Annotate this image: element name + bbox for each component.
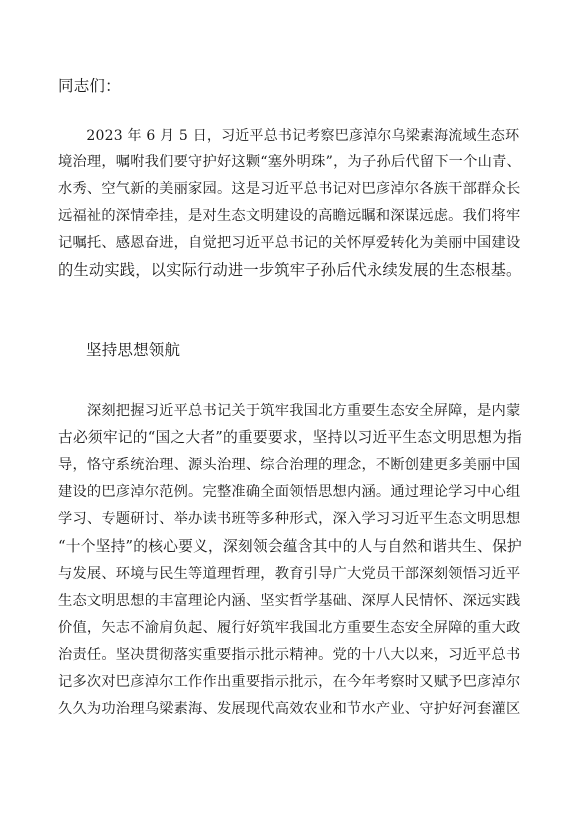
paragraph-2-line: 治责任。坚决贯彻落实重要指示批示精神。党的十八大以来，习近平总书 <box>58 647 521 663</box>
paragraph-1-line: 2023 年 6 月 5 日，习近平总书记考察巴彦淖尔乌梁素海流域生态环 <box>58 128 520 144</box>
salutation: 同志们： <box>58 77 121 95</box>
paragraph-1-line: 境治理，嘱咐我们要守护好这颗“塞外明珠”，为子孙后代留下一个山青、 <box>58 154 521 170</box>
paragraph-1-line: 记嘱托、感恩奋进，自觉把习近平总书记的关怀厚爱转化为美丽中国建设 <box>58 235 521 251</box>
section-heading: 坚持思想领航 <box>86 341 181 359</box>
paragraph-2-line: 记多次对巴彦淖尔工作作出重要指示批示，在今年考察时又赋予巴彦淖尔 <box>58 674 521 690</box>
paragraph-2-line: 价值，矢志不渝肩负起、履行好筑牢我国北方重要生态安全屏障的重大政 <box>58 620 521 636</box>
paragraph-2-line: “十个坚持”的核心要义，深刻领会蕴含其中的人与自然和谐共生、保护 <box>58 538 522 555</box>
paragraph-1-line: 的生动实践，以实际行动进一步筑牢子孙后代永续发展的生态根基。 <box>58 261 522 279</box>
paragraph-2-line: 古必须牢记的“国之大者”的重要要求，坚持以习近平生态文明思想为指 <box>58 429 522 446</box>
paragraph-1-line: 水秀、空气新的美丽家园。这是习近平总书记对巴彦淖尔各族干部群众长 <box>58 181 521 197</box>
paragraph-2-line: 深刻把握习近平总书记关于筑牢我国北方重要生态安全屏障，是内蒙 <box>58 403 521 419</box>
paragraph-2-line: 学习、专题研讨、举办读书班等多种形式，深入学习习近平生态文明思想 <box>58 511 521 527</box>
paragraph-2-line: 生态文明思想的丰富理论内涵、坚实哲学基础、深厚人民情怀、深远实践 <box>58 593 521 609</box>
paragraph-1-line: 远福祉的深情牵挂，是对生态文明建设的高瞻远瞩和深谋远虑。我们将牢 <box>58 208 521 224</box>
paragraph-2-line: 建设的巴彦淖尔范例。完整准确全面领悟思想内涵。通过理论学习中心组 <box>58 484 521 500</box>
paragraph-2-line: 导，恪守系统治理、源头治理、综合治理的理念，不断创建更多美丽中国 <box>58 457 521 473</box>
paragraph-2-line: 久久为功治理乌梁素海、发展现代高效农业和节水产业、守护好河套灌区 <box>58 701 521 717</box>
paragraph-2-line: 与发展、环境与民生等道理哲理，教育引导广大党员干部深刻领悟习近平 <box>58 566 521 582</box>
